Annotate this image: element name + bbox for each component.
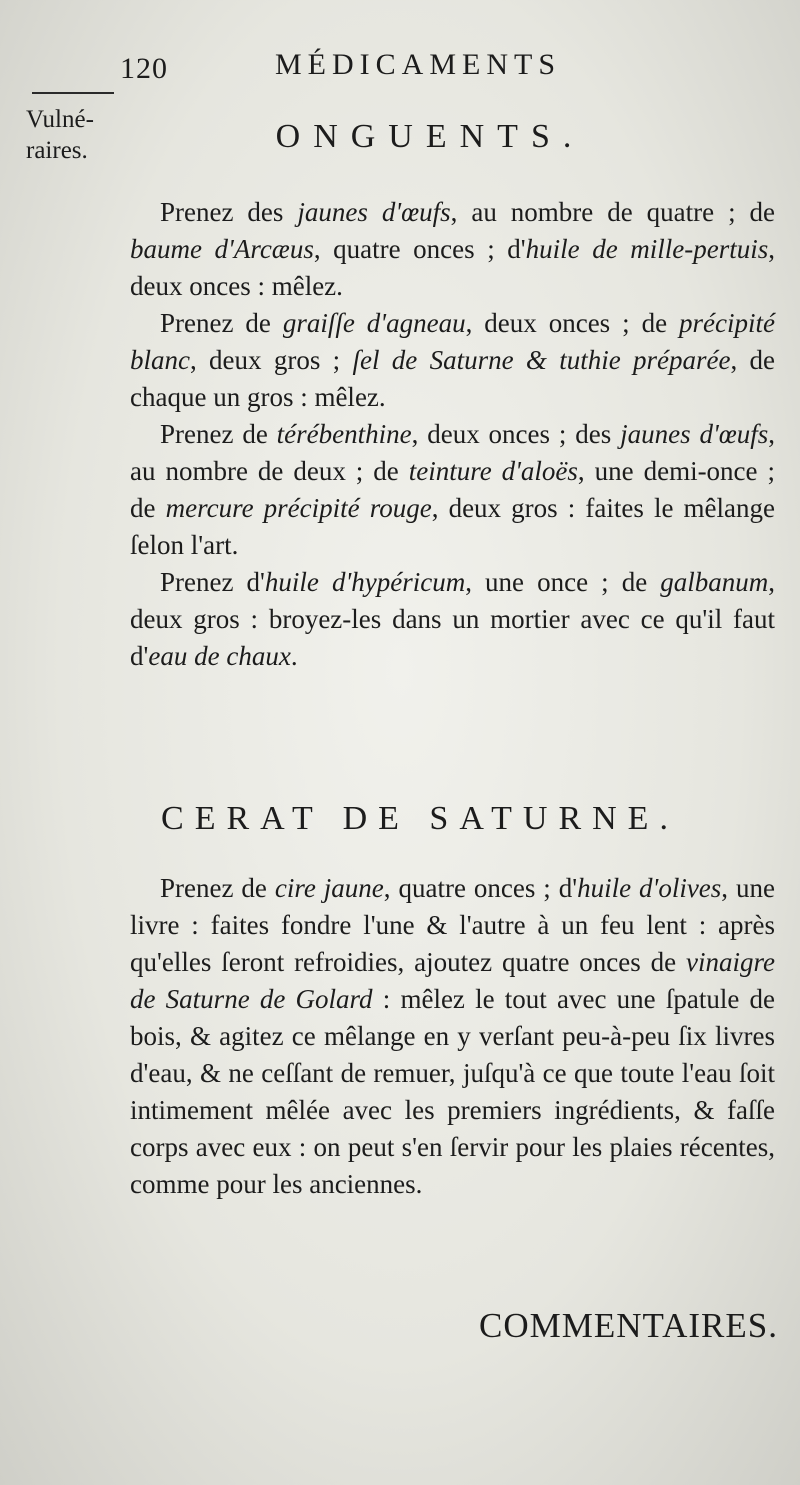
italic-run: précipité blanc: [130, 308, 775, 375]
paragraph: [130, 305, 775, 416]
italic-run: huile d'hypéricum: [264, 567, 466, 597]
running-title: MÉDICAMENTS: [275, 48, 562, 81]
paragraph: [130, 416, 775, 564]
italic-run: huile de mille-pertuis: [525, 234, 769, 264]
text-run: , quatre onces ; d': [313, 234, 526, 264]
section-body-cerat: [130, 870, 775, 1203]
text-run: Prenez d': [160, 567, 265, 597]
section-body-onguents: [130, 194, 775, 675]
text-run: : mêlez le tout avec une ſpatule de bois, & agitez ce mêlange en y verſant peu-à-peu ſix livres d'eau, & ne ceſſant de remuer, juſqu'à ce que toute l'eau ſoit intimement mêlée avec les premiers ingrédients, & faſſe corps avec eux : on peut s'en ſervir pour les plaies récentes, comme pour les anciennes.: [130, 984, 775, 1199]
text-run: , une demi-once ; de: [130, 456, 775, 523]
italic-run: teinture d'aloës: [408, 456, 578, 486]
text-run: , deux onces : mêlez.: [130, 234, 775, 301]
margin-rule: [32, 92, 114, 94]
text-run: , une once ; de: [465, 567, 661, 597]
section-heading-onguents: ONGUENTS.: [275, 118, 585, 155]
text-run: , quatre onces ; d': [383, 873, 578, 903]
text-run: , une livre : faites fondre l'une & l'autre à un feu lent : après qu'elles ſeront refroidies, ajoutez quatre onces de: [130, 873, 775, 977]
margin-note-line: Vulné-: [26, 106, 94, 133]
text-run: , au nombre de deux ; de: [130, 419, 775, 486]
italic-run: térébenthine: [276, 419, 412, 449]
text-run: .: [290, 641, 298, 671]
text-run: , deux gros ;: [190, 345, 353, 375]
text-run: , deux gros : faites le mêlange ſelon l'art.: [130, 493, 775, 560]
italic-run: cire jaune: [274, 873, 384, 903]
italic-run: huile d'olives: [577, 873, 722, 903]
italic-run: jaunes d'œufs: [620, 419, 769, 449]
italic-run: eau de chaux: [148, 641, 291, 671]
text-run: Prenez de: [160, 308, 283, 338]
text-run: Prenez de: [160, 419, 277, 449]
text-run: Prenez de: [160, 873, 275, 903]
italic-run: ſel de Saturne & tuthie préparée: [352, 345, 731, 375]
text-run: , deux onces ; des: [411, 419, 621, 449]
italic-run: mercure précipité rouge: [165, 493, 432, 523]
text-run: Prenez des: [160, 197, 298, 227]
italic-run: graiſſe d'agneau: [282, 308, 466, 338]
italic-run: jaunes d'œufs: [297, 197, 451, 227]
italic-run: baume d'Arcæus: [130, 234, 314, 264]
paragraph: [130, 564, 775, 675]
section-heading-cerat: CERAT DE SATURNE.: [161, 800, 679, 837]
page-number: 120: [120, 52, 168, 85]
text-run: , de chaque un gros : mêlez.: [130, 345, 776, 412]
margin-note-line: raires.: [26, 137, 88, 164]
paragraph: [130, 870, 775, 1203]
catchword: COMMENTAIRES.: [479, 1306, 778, 1345]
italic-run: galbanum: [660, 567, 769, 597]
text-run: , deux gros : broyez-les dans un mortier avec ce qu'il faut d': [130, 567, 775, 671]
paragraph: [130, 194, 775, 305]
text-run: , deux onces ; de: [465, 308, 680, 338]
italic-run: vinaigre de Saturne de Golard: [130, 947, 775, 1014]
text-run: , au nombre de quatre ; de: [450, 197, 776, 227]
